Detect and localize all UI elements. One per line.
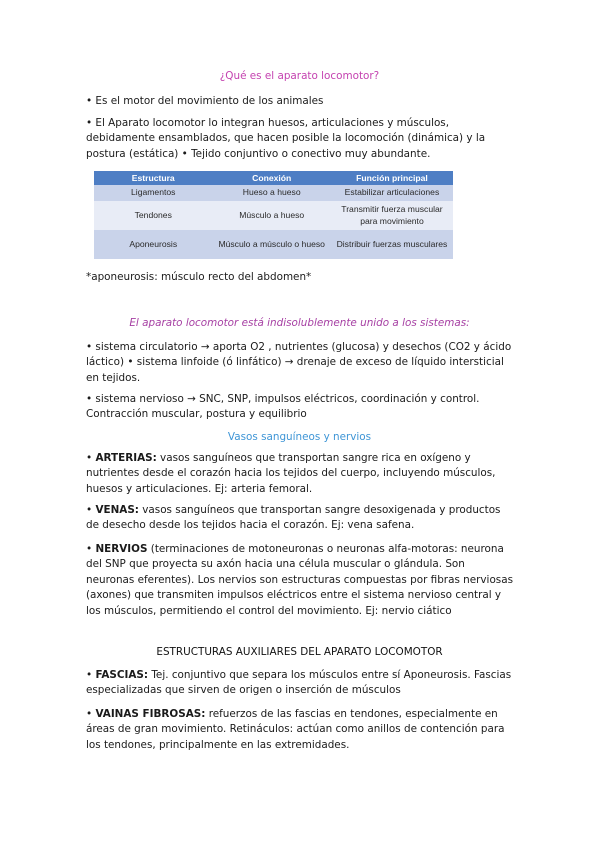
systems-heading: El aparato locomotor está indisolublemente unido a los sistemas: [129, 317, 470, 329]
arterias-term: ARTERIAS: [95, 452, 157, 464]
table-cell: Estabilizar articulaciones [331, 185, 453, 201]
nervios-bullet: • [86, 543, 96, 555]
page-title: ¿Qué es el aparato locomotor? [219, 70, 380, 82]
venas-text: vasos sanguíneos que transportan sangre desoxigenada y productos de desecho desde los tejidos hacia el corazón. Ej: vena safena. [86, 504, 501, 532]
table-cell: Tendones [94, 201, 212, 230]
systems-paragraph-2: • sistema nervioso → SNC, SNP, impulsos eléctricos, coordinación y control. Contracción muscular, postura y equilibrio [86, 393, 480, 421]
vainas-text: refuerzos de las fascias en tendones, especialmente en áreas de gran movimiento. Retináculos: actúan como anillos de contención para los tendones, principalmente en las extremidades. [86, 708, 505, 751]
table-cell: Músculo a músculo o hueso [212, 230, 330, 259]
vainas-bullet: • [86, 708, 96, 720]
table-header-estructura: Estructura [94, 171, 212, 185]
aux-heading: ESTRUCTURAS AUXILIARES DEL APARATO LOCOMOTOR [156, 646, 443, 658]
table-cell: Hueso a hueso [212, 185, 330, 201]
table-cell: Aponeurosis [94, 230, 212, 259]
arterias-bullet: • [86, 452, 96, 464]
table-header-funcion: Función principal [331, 171, 453, 185]
footnote: *aponeurosis: músculo recto del abdomen* [86, 271, 312, 283]
venas-term: VENAS: [95, 504, 139, 516]
table-cell: Transmitir fuerza muscular para movimiento [331, 201, 453, 230]
intro-bullet-2: • El Aparato locomotor lo integran huesos, articulaciones y músculos, debidamente ensamblados, que hacen posible la locomoción (dinámica) y la postura (estática) • Tejido conjuntivo o conectivo muy abundante. [86, 117, 486, 160]
systems-paragraph-1: • sistema circulatorio → aporta O2 , nutrientes (glucosa) y desechos (CO2 y ácido láctico) • sistema linfoide (ó linfático) → drenaje de exceso de líquido intersticial en tejidos. [86, 341, 512, 384]
vessels-heading: Vasos sanguíneos y nervios [227, 431, 372, 443]
table-cell: Ligamentos [94, 185, 212, 201]
intro-bullet-1: • Es el motor del movimiento de los animales [86, 95, 324, 107]
table-row [94, 201, 453, 230]
arterias-paragraph [86, 451, 516, 497]
table-cell: Distribuir fuerzas musculares [331, 230, 453, 259]
table-header-conexion: Conexión [212, 171, 330, 185]
structures-table [94, 171, 453, 259]
fascias-term: FASCIAS: [95, 669, 149, 681]
table-header-row [94, 171, 453, 185]
table-cell: Músculo a hueso [212, 201, 330, 230]
vainas-paragraph [86, 707, 516, 753]
fascias-paragraph [86, 668, 516, 699]
venas-paragraph [86, 503, 516, 534]
nervios-text: (terminaciones de motoneuronas o neuronas alfa-motoras: neurona del SNP que proyecta su axón hacia una célula muscular o glándula. Son neuronas eferentes). Los nervios son estructuras compuestas por fibras nerviosas (axones) que transmiten impulsos eléctricos entre el sistema nervioso central y los músculos, permitiendo el control del movimiento. Ej: nervio ciático [86, 543, 513, 617]
fascias-bullet: • [86, 669, 96, 681]
arterias-text: vasos sanguíneos que transportan sangre rica en oxígeno y nutrientes desde el corazón hacia los tejidos del cuerpo, incluyendo músculos, huesos y articulaciones. Ej: arteria femoral. [86, 452, 496, 495]
nervios-term: NERVIOS [95, 543, 148, 555]
table-row [94, 185, 453, 201]
fascias-text: Tej. conjuntivo que separa los músculos entre sí Aponeurosis. Fascias especializadas que sirven de origen o inserción de músculos [86, 669, 512, 697]
vainas-term: VAINAS FIBROSAS: [95, 708, 206, 720]
table-row [94, 230, 453, 259]
nervios-paragraph [86, 542, 516, 619]
venas-bullet: • [86, 504, 96, 516]
